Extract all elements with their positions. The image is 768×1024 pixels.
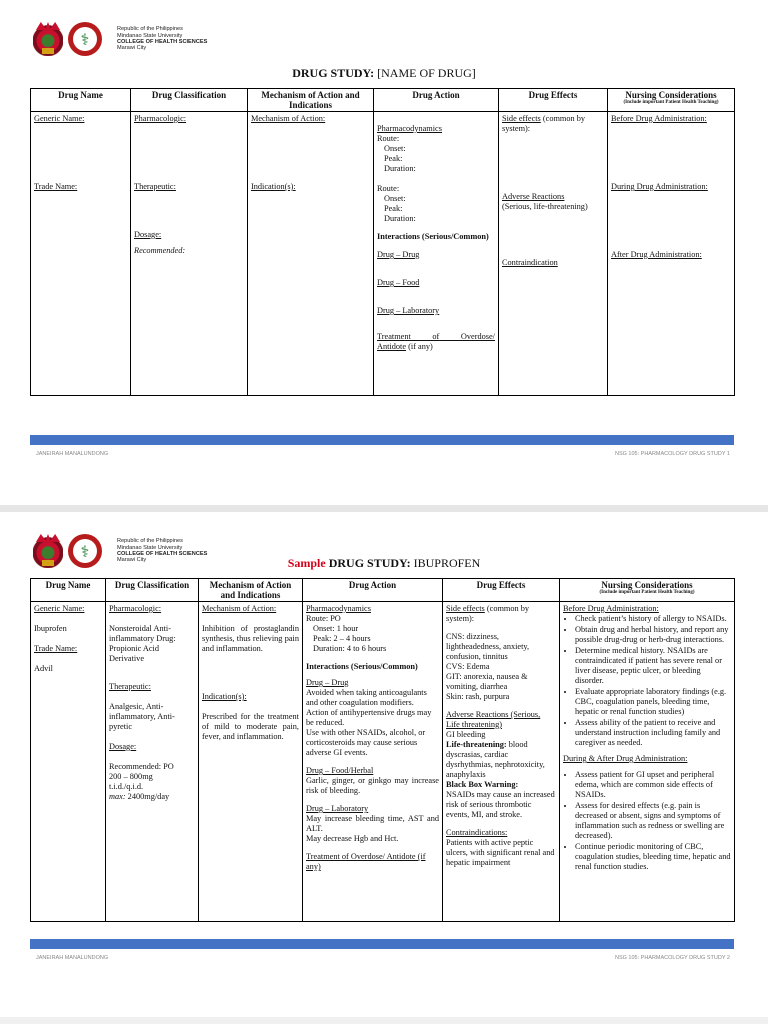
- list-item: • Continue periodic monitoring of CBC, coagulation studies, bleeding time, hepatic and renal function studies.: [575, 842, 731, 872]
- drug-lab-label: Drug – Laboratory: [377, 306, 440, 315]
- indications-value: Prescribed for the treatment of mild to moderate pain, fever, and inflammation.: [202, 712, 299, 741]
- col-action: Drug Action: [374, 89, 499, 112]
- adverse-reactions-label: Adverse Reactions (Serious, Life threatening): [446, 710, 541, 729]
- side-effect-cvs: CVS: Edema: [446, 662, 490, 671]
- drug-food-label: Drug – Food/Herbal: [306, 766, 374, 775]
- contraindication-label: Contraindication: [502, 258, 558, 267]
- generic-name-label: Generic Name:: [34, 114, 85, 123]
- drug-lab-text: May decrease Hgb and Hct.: [306, 834, 399, 843]
- pharmacologic-value: Nonsteroidal Anti-inflammatory Drug: Propionic Acid Derivative: [109, 624, 176, 663]
- interactions-label: Interactions (Serious/Common): [306, 662, 418, 671]
- institution-line: COLLEGE OF HEALTH SCIENCES: [117, 551, 208, 557]
- table-row: [31, 112, 735, 396]
- drug-food-text: Garlic, ginger, or ginkgo may increase risk of bleeding.: [306, 776, 439, 795]
- adverse-reactions-label: Adverse Reactions: [502, 192, 565, 201]
- duration-label: Duration:: [384, 164, 416, 173]
- peak-label: Peak:: [384, 154, 403, 163]
- list-item: • Determine medical history. NSAIDs are contraindicated if patient has severe renal or liver disease, peptic ulcer, or bleeding disorder.: [575, 646, 731, 686]
- institution-line: Marawi City: [117, 557, 147, 564]
- col-mechanism: Mechanism of Action and Indications: [248, 89, 374, 112]
- page-title: [0, 66, 768, 81]
- cell-drug-name: [31, 112, 131, 396]
- side-effect-skin: Skin: rash, purpura: [446, 692, 510, 701]
- page-2: [0, 512, 768, 1017]
- antidote-label: Antidote: [377, 342, 407, 351]
- dose-amount: 200 – 800mg: [109, 772, 153, 781]
- col-nursing-label: Nursing Considerations: [625, 90, 717, 100]
- mechanism-label: Mechanism of Action:: [251, 114, 326, 123]
- dosage-label: Dosage:: [134, 230, 162, 239]
- drug-drug-label: Drug – Drug: [377, 250, 420, 259]
- cell-nursing: [560, 602, 735, 922]
- university-seal-icon: [33, 22, 63, 56]
- footer-course: NSG 105: PHARMACOLOGY DRUG STUDY 1: [614, 451, 730, 457]
- drug-drug-text: Avoided when taking anticoagulants and other coagulation modifiers.: [306, 688, 427, 707]
- col-classification: Drug Classification: [106, 579, 199, 602]
- during-admin-label: During Drug Administration:: [611, 182, 708, 191]
- institution-line: Republic of the Philippines: [117, 538, 183, 545]
- trade-name-label: Trade Name:: [34, 644, 78, 653]
- drug-drug-label: Drug – Drug: [306, 678, 349, 687]
- adverse-gi-bleeding: GI bleeding: [446, 730, 486, 739]
- during-admin-label: During & After Drug Administration:: [563, 754, 688, 763]
- pharmacologic-label: Pharmacologic:: [134, 114, 187, 123]
- before-admin-label: Before Drug Administration:: [611, 114, 707, 123]
- life-threatening-text: blood dyscrasias, cardiac dysrhythmias, nephrotoxicity, anaphylaxis: [446, 740, 545, 779]
- before-admin-list: [563, 614, 731, 748]
- title-drug-name: [NAME OF DRUG]: [377, 66, 476, 80]
- col-drug-name: Drug Name: [31, 89, 131, 112]
- indications-label: Indication(s):: [251, 182, 296, 191]
- cell-effects: [443, 602, 560, 922]
- title-drug-name: IBUPROFEN: [413, 556, 481, 570]
- duration-value: Duration: 4 to 6 hours: [313, 644, 387, 653]
- college-seal-icon: ⚕: [68, 534, 102, 568]
- dose-max-label: max:: [109, 792, 126, 801]
- list-item: • Evaluate appropriate laboratory findings (e.g. CBC, coagulation panels, bleeding time, hepatic or renal function studies): [575, 687, 731, 717]
- letterhead: [33, 20, 207, 58]
- treatment-label: Treatment of Overdose/ Antidote (if any): [306, 852, 426, 871]
- footer-author: JANEIRAH MANALUNDONG: [36, 955, 109, 961]
- side-effect-cns: CNS: dizziness, lightheadedness, anxiety, confusion, tinnitus: [446, 632, 530, 661]
- cell-classification: [131, 112, 248, 396]
- col-nursing-label: Nursing Considerations: [601, 580, 693, 590]
- mechanism-value: Inhibition of prostaglandin synthesis, thus relieving pain and inflammation.: [202, 624, 299, 653]
- cell-drug-name: [31, 602, 106, 922]
- drug-study-table: [30, 578, 735, 922]
- title-label: DRUG STUDY:: [328, 556, 411, 570]
- route-label: Route:: [377, 134, 400, 143]
- contraindications-text: Patients with active peptic ulcers, with significant renal and hepatic impairment: [446, 838, 555, 867]
- side-effects-sub: (common by system):: [446, 604, 530, 623]
- black-box-warning-label: Black Box Warning:: [446, 780, 519, 789]
- col-effects: Drug Effects: [499, 89, 608, 112]
- side-effects-label: Side effects: [502, 114, 541, 123]
- drug-study-table: [30, 88, 735, 396]
- after-admin-label: After Drug Administration:: [611, 250, 702, 259]
- institution-line: Marawi City: [117, 45, 147, 52]
- drug-food-label: Drug – Food: [377, 278, 420, 287]
- side-effect-git: GIT: anorexia, nausea & vomiting, diarrhea: [446, 672, 528, 691]
- generic-name-value: Ibuprofen: [34, 624, 67, 633]
- onset-label: Onset:: [384, 194, 406, 203]
- college-seal-icon: ⚕: [68, 22, 102, 56]
- cell-mechanism: [199, 602, 303, 922]
- title-sample: Sample: [287, 556, 326, 570]
- page-1: [0, 0, 768, 505]
- col-mechanism: Mechanism of Action and Indications: [199, 579, 303, 602]
- institution-line: Republic of the Philippines: [117, 26, 183, 33]
- black-box-warning-text: NSAIDs may cause an increased risk of serious thrombotic events, MI, and stroke.: [446, 790, 555, 819]
- before-admin-label: Before Drug Administration:: [563, 604, 659, 613]
- recommended-label: Recommended:: [134, 246, 186, 255]
- drug-drug-text: Action of antihypertensive drugs may be reduced.: [306, 708, 432, 727]
- therapeutic-value: Analgesic, Anti-inflammatory, Anti-pyretic: [109, 702, 175, 731]
- pharmacodynamics-label: Pharmacodynamics: [306, 604, 371, 613]
- during-admin-list: [563, 770, 731, 872]
- page-separator: [0, 505, 768, 512]
- pharmacologic-label: Pharmacologic:: [109, 604, 162, 613]
- table-header-row: [31, 579, 735, 602]
- footer-course: NSG 105: PHARMACOLOGY DRUG STUDY 2: [614, 955, 730, 961]
- footer: [36, 451, 730, 457]
- side-effects-sub: (common by system):: [502, 114, 586, 133]
- col-classification: Drug Classification: [131, 89, 248, 112]
- drug-lab-text: May increase bleeding time, AST and ALT.: [306, 814, 439, 833]
- adverse-reactions-sub: (Serious, life-threatening): [502, 202, 588, 211]
- list-item: • Obtain drug and herbal history, and report any possible drug-drug or herb-drug interactions.: [575, 625, 731, 645]
- col-effects: Drug Effects: [443, 579, 560, 602]
- col-nursing-sub: (Include important Patient Health Teaching): [599, 590, 695, 595]
- therapeutic-label: Therapeutic:: [109, 682, 151, 691]
- peak-value: Peak: 2 – 4 hours: [313, 634, 371, 643]
- dose-max-value: 2400mg/day: [127, 792, 170, 801]
- generic-name-label: Generic Name:: [34, 604, 85, 613]
- table-header-row: [31, 89, 735, 112]
- drug-drug-text: Use with other NSAIDs, alcohol, or corticosteroids may cause serious adverse GI events.: [306, 728, 426, 757]
- mechanism-label: Mechanism of Action:: [202, 604, 277, 613]
- onset-label: Onset:: [384, 144, 406, 153]
- footer-author: JANEIRAH MANALUNDONG: [36, 451, 109, 457]
- institution-block: [117, 26, 207, 52]
- institution-line: Mindanao State University: [117, 544, 183, 551]
- col-nursing-sub: (Include important Patient Health Teaching): [623, 100, 719, 105]
- duration-label: Duration:: [384, 214, 416, 223]
- cell-action: [374, 112, 499, 396]
- cell-action: [303, 602, 443, 922]
- dose-frequency: t.i.d./q.i.d.: [109, 782, 144, 791]
- route-value: Route: PO: [306, 614, 341, 623]
- table-row: [31, 602, 735, 922]
- side-effects-label: Side effects: [446, 604, 485, 613]
- col-nursing: [560, 579, 735, 602]
- indications-label: Indication(s):: [202, 692, 247, 701]
- pharmacodynamics-label: Pharmacodynamics: [377, 124, 442, 133]
- institution-line: COLLEGE OF HEALTH SCIENCES: [117, 39, 208, 45]
- trade-name-value: Advil: [34, 664, 53, 673]
- list-item: • Assess for desired effects (e.g. pain is decreased or absent, signs and symptoms of inflammation such as redness or swelling are decreased).: [575, 801, 731, 841]
- therapeutic-label: Therapeutic:: [134, 182, 176, 191]
- col-drug-name: Drug Name: [31, 579, 106, 602]
- contraindications-label: Contraindications:: [446, 828, 508, 837]
- onset-value: Onset: 1 hour: [313, 624, 359, 633]
- life-threatening-label: Life-threatening:: [446, 740, 507, 749]
- footer-bar: [30, 939, 734, 949]
- page-title: [0, 556, 768, 571]
- peak-label: Peak:: [384, 204, 403, 213]
- footer: [36, 955, 730, 961]
- route-label: Route:: [377, 184, 400, 193]
- dosage-label: Dosage:: [109, 742, 137, 751]
- cell-mechanism: [248, 112, 374, 396]
- institution-line: Mindanao State University: [117, 32, 183, 39]
- footer-bar: [30, 435, 734, 445]
- title-label: DRUG STUDY:: [292, 66, 375, 80]
- cell-nursing: [608, 112, 735, 396]
- list-item: • Check patient’s history of allergy to NSAIDs.: [575, 614, 731, 624]
- interactions-label: Interactions (Serious/Common): [377, 232, 489, 241]
- dose-recommended: Recommended: PO: [109, 762, 174, 771]
- trade-name-label: Trade Name:: [34, 182, 78, 191]
- list-item: • Assess patient for GI upset and peripheral edema, which are common side effects of NSAIDs.: [575, 770, 731, 800]
- treatment-label: Treatment of Overdose/: [377, 332, 495, 341]
- col-action: Drug Action: [303, 579, 443, 602]
- col-nursing: [608, 89, 735, 112]
- list-item: • Assess ability of the patient to receive and understand instruction including family and caregiver as needed.: [575, 718, 731, 748]
- cell-effects: [499, 112, 608, 396]
- drug-lab-label: Drug – Laboratory: [306, 804, 369, 813]
- cell-classification: [106, 602, 199, 922]
- if-any-label: (if any): [408, 342, 433, 351]
